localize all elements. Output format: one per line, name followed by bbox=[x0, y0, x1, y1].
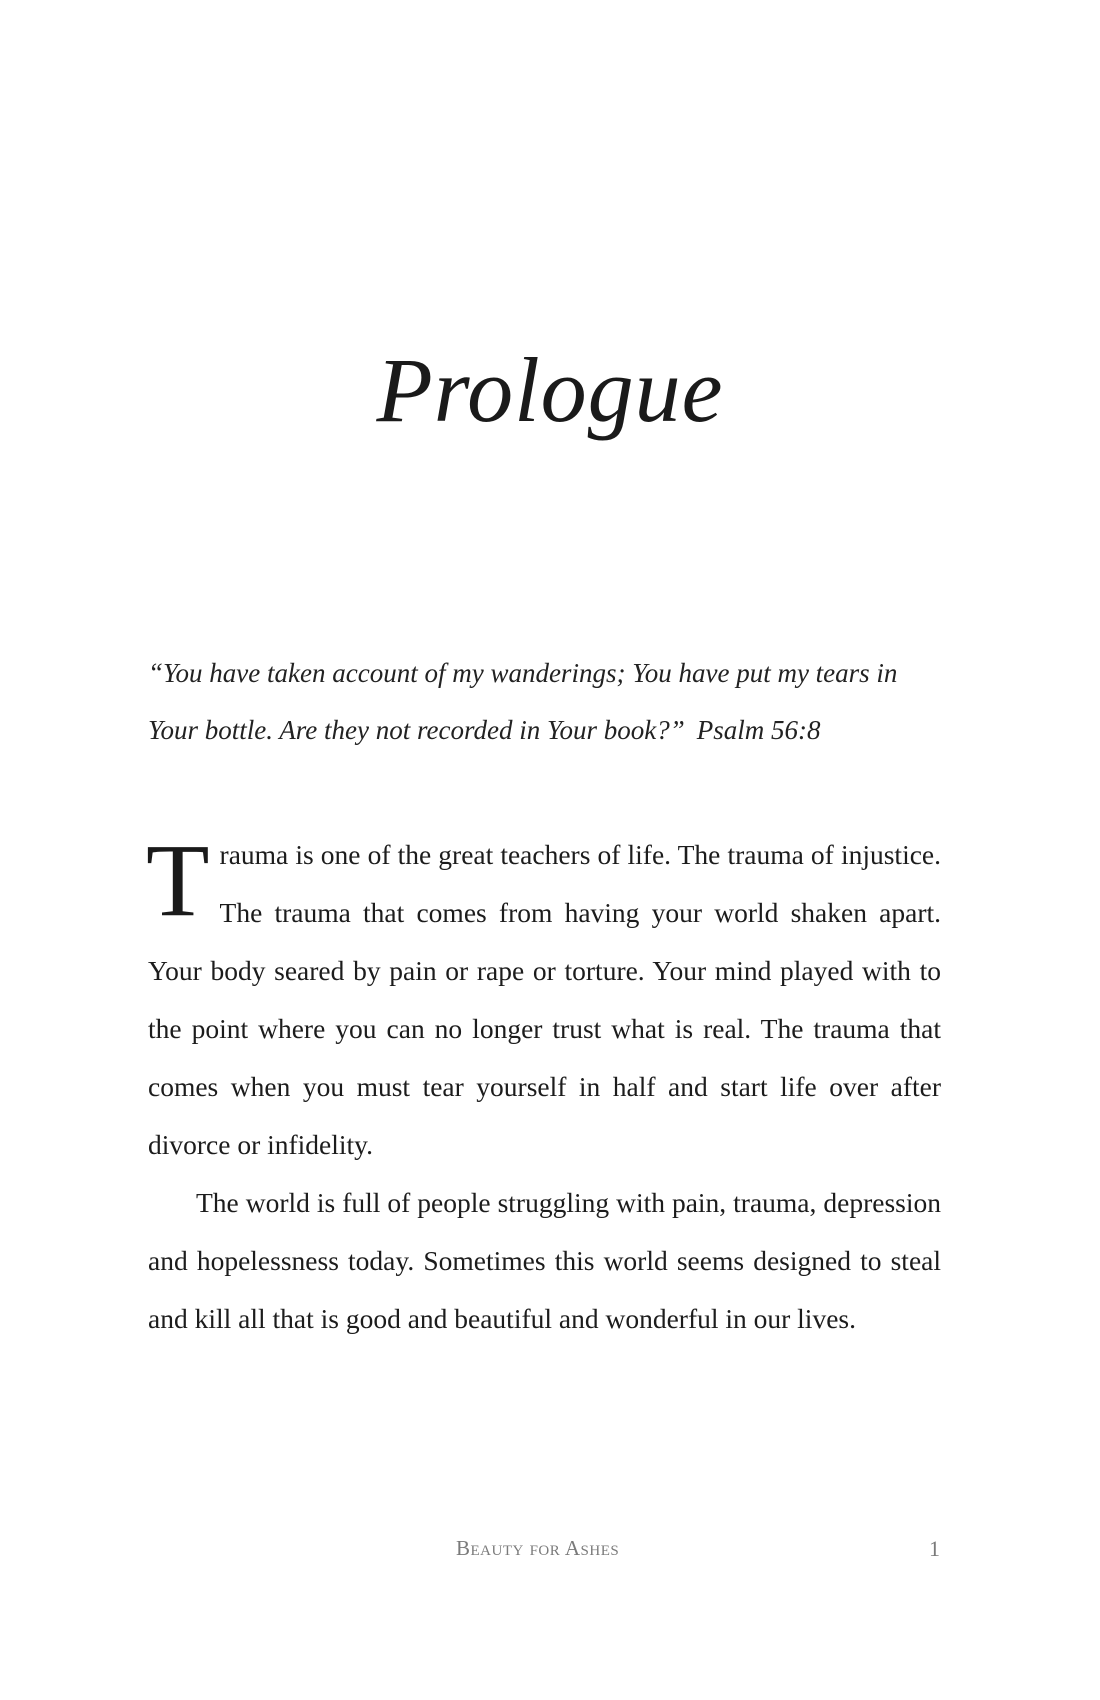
epigraph-quote: “You have taken account of my wanderings; You have put my tears in Your bottle. Are they not recorded in Your book?” bbox=[148, 658, 898, 745]
drop-cap: T bbox=[146, 823, 210, 938]
body-text bbox=[146, 823, 941, 1348]
running-head: Beauty for Ashes bbox=[456, 1536, 620, 1560]
page-number: 1 bbox=[929, 1536, 940, 1561]
paragraph-1 bbox=[146, 823, 941, 1174]
paragraph-2: The world is full of people struggling with pain, trauma, depression and hopelessness today. Sometimes this world seems designed to steal and kill all that is good and beautiful and wonderful in our lives. bbox=[148, 1187, 941, 1334]
paragraph-1-text: rauma is one of the great teachers of life. The trauma of injustice. The trauma that comes from having your world shaken apart. Your body seared by pain or rape or torture. Your mind played with to the point where you can no longer trust what is real. The trauma that comes when you must tear yourself in half and start life over after divorce or infidelity. bbox=[148, 839, 941, 1160]
chapter-title: Prologue bbox=[376, 339, 724, 441]
epigraph bbox=[148, 645, 948, 759]
page-footer bbox=[0, 1536, 1100, 1576]
epigraph-reference: Psalm 56:8 bbox=[696, 715, 821, 745]
